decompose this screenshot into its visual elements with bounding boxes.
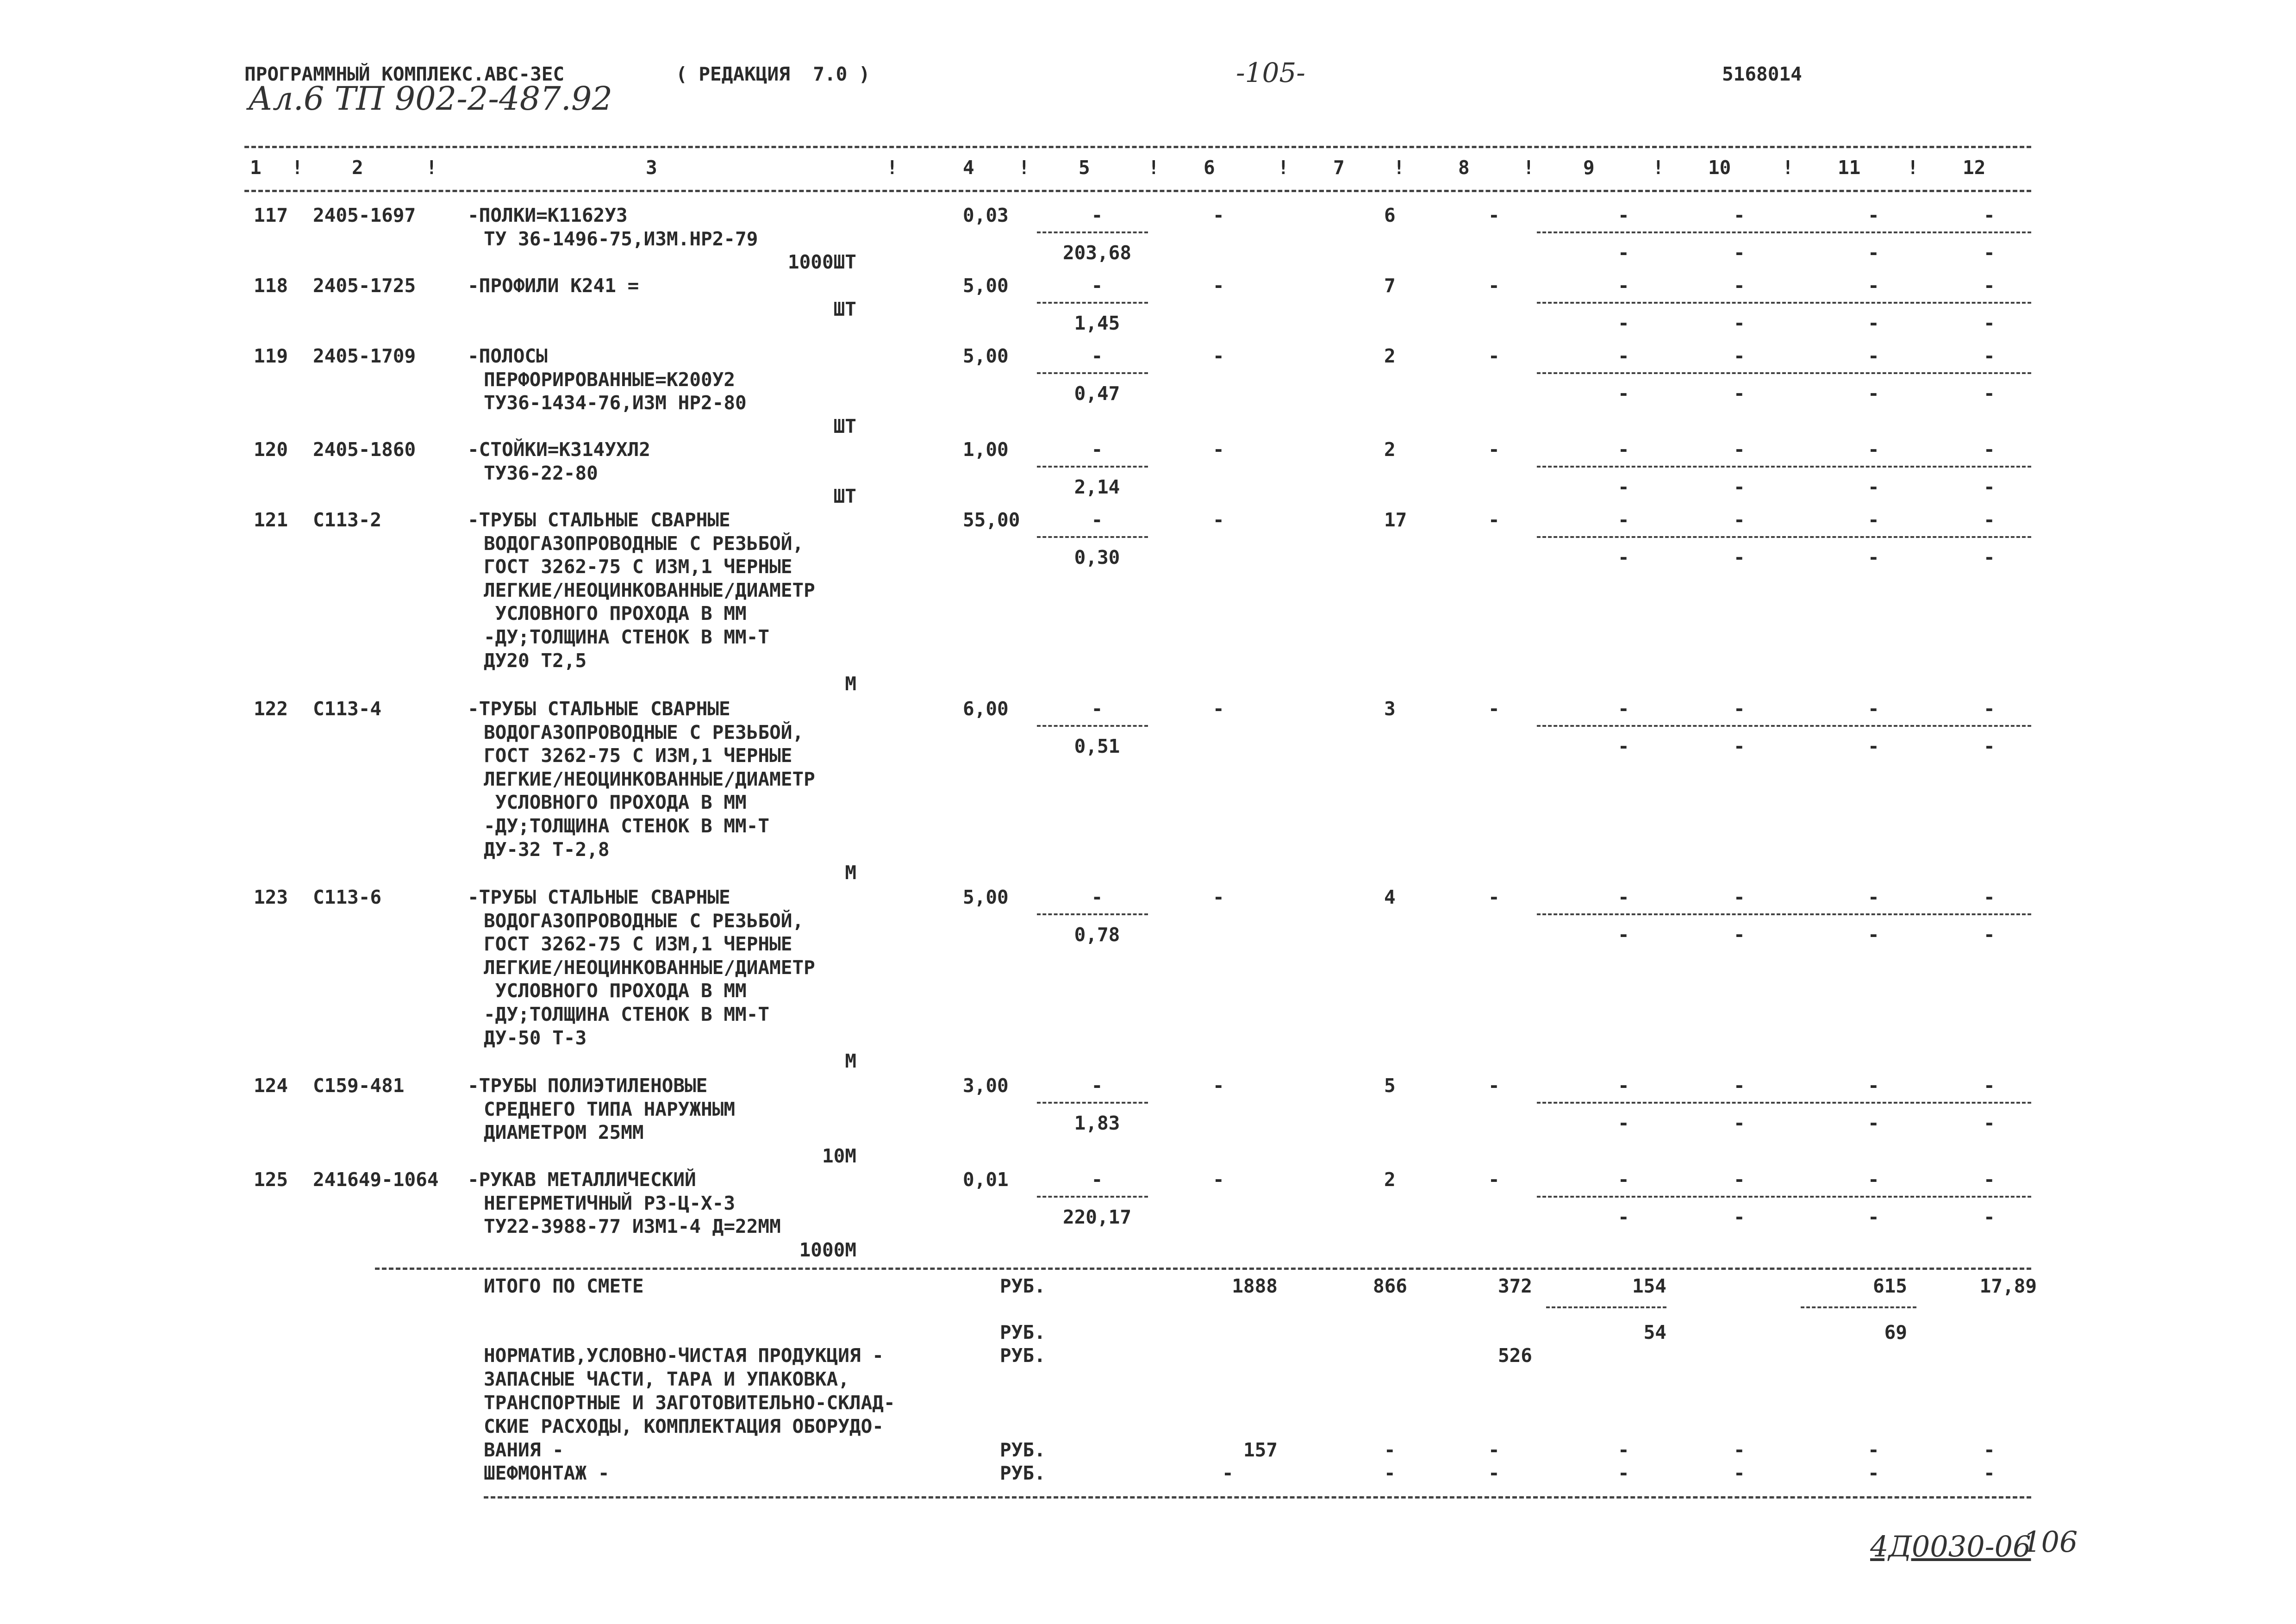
row-description-line: ДУ20 Т2,5 (484, 649, 587, 672)
column-separator: ! (1523, 156, 1535, 179)
row-c12-bottom: - (1984, 546, 1995, 569)
totals-col8: 372 (1497, 1275, 1532, 1297)
shefmontazh-label: ШЕФМОНТАЖ - (484, 1462, 610, 1484)
row-unit: 1000ШТ (787, 251, 856, 274)
column-header-10: 10 (1708, 156, 1731, 179)
row-description-line: ТУ36-22-80 (484, 462, 598, 484)
row-description-line: ЛЕГКИЕ/НЕОЦИНКОВАННЫЕ/ДИАМЕТР (484, 956, 815, 979)
row-c11-top: - (1868, 1074, 1879, 1097)
spares-dash: - (1488, 1439, 1500, 1461)
row-col5-dash: - (1091, 698, 1103, 720)
row-c11-bottom: - (1868, 735, 1879, 758)
row-col7: 2 (1384, 345, 1396, 367)
row-description-line: ЛЕГКИЕ/НЕОЦИНКОВАННЫЕ/ДИАМЕТР (484, 768, 815, 790)
row-description-line: -СТОЙКИ=К314УХЛ2 (468, 438, 650, 461)
totals-col11: 615 (1872, 1275, 1907, 1297)
handwritten-page: 106 (2023, 1525, 2078, 1559)
row-c10-bottom: - (1734, 546, 1745, 569)
header-bottom-rule (244, 190, 2031, 192)
row-col5-rule (1037, 372, 1148, 374)
row-c10-top: - (1734, 1074, 1745, 1097)
row-c12-bottom: - (1984, 1206, 1995, 1229)
column-separator: ! (292, 156, 303, 179)
row-right-rule (1537, 372, 2031, 374)
totals-col6: 1888 (1232, 1275, 1278, 1297)
row-col5-dash: - (1091, 886, 1103, 908)
row-unit: ШТ (833, 485, 856, 508)
shefmontazh-dash: - (1384, 1462, 1396, 1484)
row-code: 2405-1725 (313, 275, 416, 297)
row-col6: - (1213, 275, 1224, 297)
row-code: 241649-1064 (313, 1168, 439, 1191)
row-number: 125 (254, 1168, 288, 1191)
row-c11-top: - (1868, 1168, 1879, 1191)
row-description-line: НЕГЕРМЕТИЧНЫЙ РЗ-Ц-Х-3 (484, 1192, 736, 1214)
shefmontazh-unit: РУБ. (1000, 1462, 1046, 1484)
row-c9-bottom: - (1618, 735, 1629, 758)
row-col5-value: 0,78 (1074, 924, 1120, 946)
row-description-line: -ПОЛКИ=К1162У3 (468, 204, 628, 226)
column-header-5: 5 (1079, 156, 1090, 179)
row-code: С113-6 (313, 886, 382, 908)
row-c12-top: - (1984, 1074, 1995, 1097)
row-quantity: 55,00 (963, 509, 1020, 531)
row-col6: - (1213, 698, 1224, 720)
row-description-line: -ПРОФИЛИ К241 = (468, 275, 639, 297)
row-col6: - (1213, 204, 1224, 226)
column-separator: ! (886, 156, 898, 179)
row-description-line: -ДУ;ТОЛЩИНА СТЕНОК В ММ-Т (484, 626, 770, 648)
column-separator: ! (1653, 156, 1664, 179)
row-quantity: 0,03 (963, 204, 1009, 226)
spares-dash: - (1734, 1439, 1745, 1461)
row-c12-bottom: - (1984, 242, 1995, 264)
row-c10-bottom: - (1734, 242, 1745, 264)
row-c10-bottom: - (1734, 1112, 1745, 1135)
row-c9-top: - (1618, 886, 1629, 908)
column-header-11: 11 (1838, 156, 1861, 179)
row-col6: - (1213, 509, 1224, 531)
row-col5-value: 203,68 (1062, 242, 1132, 264)
row-quantity: 3,00 (963, 1074, 1009, 1097)
row-right-rule (1537, 466, 2031, 468)
column-separator: ! (1018, 156, 1030, 179)
row-description-line: ТУ22-3988-77 ИЗМ1-4 Д=22ММ (484, 1215, 781, 1238)
row-c9-top: - (1618, 204, 1629, 226)
row-right-rule (1537, 231, 2031, 233)
row-c9-bottom: - (1618, 1206, 1629, 1229)
row-description-line: -ПОЛОСЫ (468, 345, 548, 367)
handwritten-reference: Ал.6 ТП 902-2-487.92 (248, 80, 612, 118)
row-col8: - (1488, 886, 1500, 908)
edition-label: ( РЕДАКЦИЯ 7.0 ) (676, 63, 870, 85)
row-c10-top: - (1734, 886, 1745, 908)
normative-col8: 526 (1497, 1344, 1532, 1367)
row-c9-top: - (1618, 345, 1629, 367)
row-col5-value: 220,17 (1062, 1206, 1132, 1229)
row-unit: ШТ (833, 415, 856, 437)
page-number: -105- (1236, 57, 1305, 88)
row-c12-top: - (1984, 698, 1995, 720)
row-col6: - (1213, 1074, 1224, 1097)
row-quantity: 5,00 (963, 345, 1009, 367)
row-unit: М (845, 673, 856, 695)
row-col6: - (1213, 345, 1224, 367)
row-c12-top: - (1984, 1168, 1995, 1191)
row-description-line: -ТРУБЫ СТАЛЬНЫЕ СВАРНЫЕ (468, 886, 730, 908)
row-quantity: 1,00 (963, 438, 1009, 461)
row-c11-bottom: - (1868, 382, 1879, 405)
row-c11-bottom: - (1868, 1206, 1879, 1229)
row-c9-top: - (1618, 438, 1629, 461)
row-c9-bottom: - (1618, 312, 1629, 335)
row-unit: ШТ (833, 298, 856, 320)
row-c12-bottom: - (1984, 1112, 1995, 1135)
totals-col7: 866 (1373, 1275, 1407, 1297)
shefmontazh-dash: - (1734, 1462, 1745, 1484)
row-col5-rule (1037, 466, 1148, 468)
normative-unit: РУБ. (1000, 1344, 1046, 1367)
totals-sub-col11: 69 (1884, 1321, 1907, 1343)
column-header-2: 2 (352, 156, 363, 179)
column-separator: ! (1148, 156, 1160, 179)
row-col5-value: 0,30 (1074, 546, 1120, 569)
row-number: 118 (254, 275, 288, 297)
row-c12-top: - (1984, 509, 1995, 531)
spares-label-line: ЗАПАСНЫЕ ЧАСТИ, ТАРА И УПАКОВКА, (484, 1368, 849, 1390)
row-col5-rule (1037, 1196, 1148, 1198)
row-c10-bottom: - (1734, 382, 1745, 405)
row-number: 121 (254, 509, 288, 531)
row-description-line: ДУ-32 Т-2,8 (484, 838, 610, 861)
spares-unit: РУБ. (1000, 1439, 1046, 1461)
items-bottom-rule (375, 1268, 2031, 1270)
row-c9-bottom: - (1618, 1112, 1629, 1135)
row-c12-bottom: - (1984, 735, 1995, 758)
row-col8: - (1488, 438, 1500, 461)
row-col8: - (1488, 204, 1500, 226)
row-unit: 10М (822, 1144, 856, 1167)
row-col7: 2 (1384, 1168, 1396, 1191)
row-code: 2405-1709 (313, 345, 416, 367)
row-code: С113-2 (313, 509, 382, 531)
row-c9-bottom: - (1618, 382, 1629, 405)
row-c11-bottom: - (1868, 312, 1879, 335)
row-col5-dash: - (1091, 509, 1103, 531)
row-col7: 17 (1384, 509, 1407, 531)
column-header-6: 6 (1204, 156, 1215, 179)
row-c11-top: - (1868, 509, 1879, 531)
row-col7: 7 (1384, 275, 1396, 297)
row-description-line: -ТРУБЫ СТАЛЬНЫЕ СВАРНЫЕ (468, 509, 730, 531)
shefmontazh-dash: - (1618, 1462, 1629, 1484)
row-c12-bottom: - (1984, 476, 1995, 499)
row-description-line: -ДУ;ТОЛЩИНА СТЕНОК В ММ-Т (484, 815, 770, 837)
row-col5-value: 0,47 (1074, 382, 1120, 405)
row-c10-top: - (1734, 1168, 1745, 1191)
totals-sub-rule-9 (1546, 1306, 1666, 1308)
row-c9-top: - (1618, 1168, 1629, 1191)
row-c11-top: - (1868, 886, 1879, 908)
row-code: 2405-1860 (313, 438, 416, 461)
row-col8: - (1488, 698, 1500, 720)
column-header-4: 4 (963, 156, 974, 179)
row-c11-bottom: - (1868, 924, 1879, 946)
row-description-line: УСЛОВНОГО ПРОХОДА В ММ (484, 980, 747, 1002)
row-c12-top: - (1984, 438, 1995, 461)
column-separator: ! (1907, 156, 1919, 179)
row-col7: 2 (1384, 438, 1396, 461)
spares-label-line: СКИЕ РАСХОДЫ, КОМПЛЕКТАЦИЯ ОБОРУДО- (484, 1415, 884, 1437)
row-col5-rule (1037, 231, 1148, 233)
row-description-line: ГОСТ 3262-75 С ИЗМ,1 ЧЕРНЫЕ (484, 556, 792, 578)
column-header-3: 3 (646, 156, 657, 179)
shefmontazh-dash: - (1984, 1462, 1995, 1484)
row-quantity: 6,00 (963, 698, 1009, 720)
row-c11-bottom: - (1868, 546, 1879, 569)
row-description-line: -РУКАВ МЕТАЛЛИЧЕСКИЙ (468, 1168, 696, 1191)
row-number: 120 (254, 438, 288, 461)
row-c11-bottom: - (1868, 1112, 1879, 1135)
row-c10-top: - (1734, 204, 1745, 226)
row-description-line: УСЛОВНОГО ПРОХОДА В ММ (484, 791, 747, 814)
row-description-line: ВОДОГАЗОПРОВОДНЫЕ С РЕЗЬБОЙ, (484, 909, 804, 932)
row-description-line: ДИАМЕТРОМ 25ММ (484, 1121, 644, 1144)
row-description-line: -ДУ;ТОЛЩИНА СТЕНОК В ММ-Т (484, 1003, 770, 1025)
spares-dash: - (1984, 1439, 1995, 1461)
row-c11-top: - (1868, 438, 1879, 461)
row-c11-bottom: - (1868, 476, 1879, 499)
column-header-12: 12 (1963, 156, 1986, 179)
header-top-rule (244, 146, 2031, 148)
totals-unit: РУБ. (1000, 1275, 1046, 1297)
shefmontazh-dash: - (1488, 1462, 1500, 1484)
row-right-rule (1537, 725, 2031, 727)
row-col6: - (1213, 1168, 1224, 1191)
row-unit: 1000М (799, 1238, 856, 1261)
row-description-line: ТУ 36-1496-75,ИЗМ.НР2-79 (484, 227, 758, 250)
row-col5-dash: - (1091, 1074, 1103, 1097)
shefmontazh-dash: - (1222, 1462, 1234, 1484)
row-col5-rule (1037, 725, 1148, 727)
row-col8: - (1488, 1074, 1500, 1097)
row-col5-value: 1,83 (1074, 1112, 1120, 1135)
row-c9-bottom: - (1618, 924, 1629, 946)
column-separator: ! (426, 156, 437, 179)
totals-sub-rule-11 (1801, 1306, 1916, 1308)
handwritten-code: 4Д0030-06 (1870, 1530, 2031, 1563)
totals-col9: 154 (1632, 1275, 1666, 1297)
shefmontazh-dash: - (1868, 1462, 1879, 1484)
row-right-rule (1537, 536, 2031, 538)
row-description-line: УСЛОВНОГО ПРОХОДА В ММ (484, 602, 747, 625)
row-col7: 5 (1384, 1074, 1396, 1097)
row-c10-top: - (1734, 698, 1745, 720)
row-description-line: -ТРУБЫ ПОЛИЭТИЛЕНОВЫЕ (468, 1074, 708, 1097)
column-header-7: 7 (1333, 156, 1345, 179)
row-c11-top: - (1868, 204, 1879, 226)
row-number: 119 (254, 345, 288, 367)
row-c10-bottom: - (1734, 924, 1745, 946)
row-c11-top: - (1868, 345, 1879, 367)
row-c12-top: - (1984, 204, 1995, 226)
final-rule (484, 1496, 2031, 1499)
row-code: С159-481 (313, 1074, 405, 1097)
row-col7: 3 (1384, 698, 1396, 720)
row-c9-top: - (1618, 698, 1629, 720)
row-c9-top: - (1618, 275, 1629, 297)
row-col6: - (1213, 438, 1224, 461)
row-right-rule (1537, 302, 2031, 304)
row-description-line: ГОСТ 3262-75 С ИЗМ,1 ЧЕРНЫЕ (484, 744, 792, 767)
row-description-line: СРЕДНЕГО ТИПА НАРУЖНЫМ (484, 1098, 736, 1120)
spares-dash: - (1868, 1439, 1879, 1461)
row-col8: - (1488, 345, 1500, 367)
row-c9-top: - (1618, 509, 1629, 531)
row-number: 122 (254, 698, 288, 720)
row-c12-top: - (1984, 345, 1995, 367)
totals-sub-col9: 54 (1643, 1321, 1666, 1343)
row-number: 117 (254, 204, 288, 226)
row-right-rule (1537, 1102, 2031, 1104)
row-code: 2405-1697 (313, 204, 416, 226)
totals-label: ИТОГО ПО СМЕТЕ (484, 1275, 644, 1297)
row-col8: - (1488, 1168, 1500, 1191)
column-header-1: 1 (250, 156, 262, 179)
row-col5-dash: - (1091, 1168, 1103, 1191)
row-c10-bottom: - (1734, 1206, 1745, 1229)
row-col5-rule (1037, 1102, 1148, 1104)
row-col8: - (1488, 275, 1500, 297)
row-c9-bottom: - (1618, 476, 1629, 499)
column-separator: ! (1393, 156, 1405, 179)
spares-label-line: ТРАНСПОРТНЫЕ И ЗАГОТОВИТЕЛЬНО-СКЛАД- (484, 1392, 895, 1414)
row-quantity: 5,00 (963, 886, 1009, 908)
spares-col6: 157 (1243, 1439, 1278, 1461)
document-code: 5168014 (1722, 63, 1802, 85)
row-c12-top: - (1984, 275, 1995, 297)
row-col5-dash: - (1091, 345, 1103, 367)
program-title: ПРОГРАММНЫЙ КОМПЛЕКС.АВС-3ЕС (244, 63, 565, 85)
row-code: С113-4 (313, 698, 382, 720)
totals-col12: 17,89 (1979, 1275, 2037, 1297)
column-separator: ! (1782, 156, 1794, 179)
column-separator: ! (1278, 156, 1289, 179)
row-col5-rule (1037, 536, 1148, 538)
row-col8: - (1488, 509, 1500, 531)
spares-dash: - (1384, 1439, 1396, 1461)
column-header-9: 9 (1583, 156, 1595, 179)
row-col5-rule (1037, 302, 1148, 304)
row-col5-dash: - (1091, 438, 1103, 461)
row-col5-value: 0,51 (1074, 735, 1120, 758)
spares-dash: - (1618, 1439, 1629, 1461)
spares-label-line: ВАНИЯ - (484, 1439, 564, 1461)
row-col7: 6 (1384, 204, 1396, 226)
row-unit: М (845, 1050, 856, 1073)
column-header-8: 8 (1458, 156, 1470, 179)
totals-sub-unit: РУБ. (1000, 1321, 1046, 1343)
row-col5-value: 1,45 (1074, 312, 1120, 335)
row-description-line: ВОДОГАЗОПРОВОДНЫЕ С РЕЗЬБОЙ, (484, 721, 804, 743)
normative-label: НОРМАТИВ,УСЛОВНО-ЧИСТАЯ ПРОДУКЦИЯ - (484, 1344, 884, 1367)
row-c12-bottom: - (1984, 924, 1995, 946)
row-c10-top: - (1734, 509, 1745, 531)
row-description-line: ГОСТ 3262-75 С ИЗМ,1 ЧЕРНЫЕ (484, 933, 792, 956)
row-right-rule (1537, 913, 2031, 915)
row-c10-bottom: - (1734, 476, 1745, 499)
row-c11-top: - (1868, 275, 1879, 297)
row-col6: - (1213, 886, 1224, 908)
row-c11-bottom: - (1868, 242, 1879, 264)
row-c9-bottom: - (1618, 242, 1629, 264)
row-c12-bottom: - (1984, 312, 1995, 335)
row-c12-top: - (1984, 886, 1995, 908)
row-number: 124 (254, 1074, 288, 1097)
row-col5-rule (1037, 913, 1148, 915)
row-c9-bottom: - (1618, 546, 1629, 569)
row-col5-value: 2,14 (1074, 476, 1120, 499)
row-unit: М (845, 862, 856, 884)
row-c9-top: - (1618, 1074, 1629, 1097)
row-quantity: 0,01 (963, 1168, 1009, 1191)
row-c10-bottom: - (1734, 735, 1745, 758)
row-number: 123 (254, 886, 288, 908)
row-col7: 4 (1384, 886, 1396, 908)
row-description-line: -ТРУБЫ СТАЛЬНЫЕ СВАРНЫЕ (468, 698, 730, 720)
row-description-line: ЛЕГКИЕ/НЕОЦИНКОВАННЫЕ/ДИАМЕТР (484, 579, 815, 601)
row-c11-top: - (1868, 698, 1879, 720)
row-col5-dash: - (1091, 204, 1103, 226)
row-c10-top: - (1734, 438, 1745, 461)
row-description-line: ВОДОГАЗОПРОВОДНЫЕ С РЕЗЬБОЙ, (484, 532, 804, 555)
row-right-rule (1537, 1196, 2031, 1198)
row-c12-bottom: - (1984, 382, 1995, 405)
row-description-line: ТУ36-1434-76,ИЗМ НР2-80 (484, 392, 747, 414)
row-description-line: ДУ-50 Т-3 (484, 1026, 587, 1049)
row-quantity: 5,00 (963, 275, 1009, 297)
row-c10-bottom: - (1734, 312, 1745, 335)
row-description-line: ПЕРФОРИРОВАННЫЕ=К200У2 (484, 368, 736, 391)
row-col5-dash: - (1091, 275, 1103, 297)
row-c10-top: - (1734, 345, 1745, 367)
row-c10-top: - (1734, 275, 1745, 297)
